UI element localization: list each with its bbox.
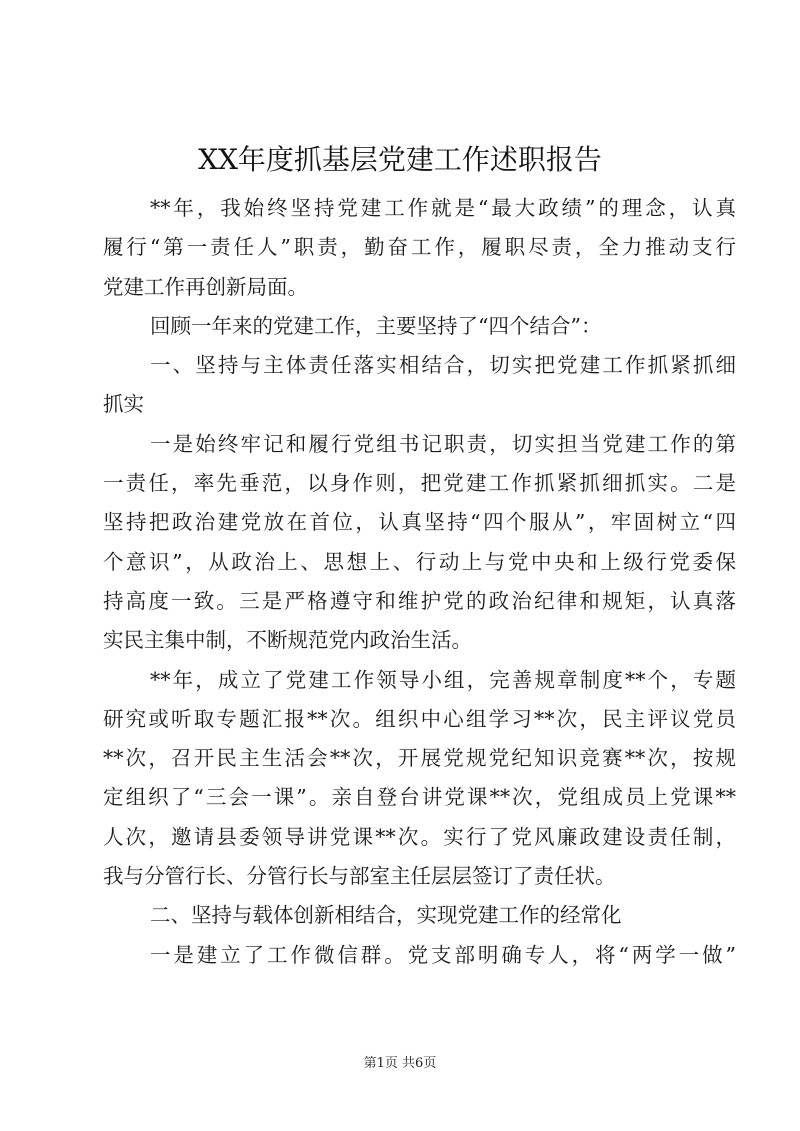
section-heading: 一、坚持与主体责任落实相结合，切实把党建工作抓紧抓细: [150, 353, 736, 378]
text-line: 一是始终牢记和履行党组书记职责，切实担当党建工作的第: [150, 431, 736, 456]
document-title: XX年度抓基层党建工作述职报告: [198, 143, 602, 176]
document-body: [103, 189, 736, 975]
text-line: 人次，邀请县委领导讲党课**次。实行了党风廉政建设责任制，: [103, 824, 736, 849]
text-line: 持高度一致。三是严格遵守和维护党的政治纪律和规矩，认真落: [103, 588, 736, 613]
text-line: 一责任，率先垂范，以身作则，把党建工作抓紧抓细抓实。二是: [103, 471, 736, 496]
text-line: 一是建立了工作微信群。党支部明确专人，将“两学一做”: [150, 942, 736, 967]
text-line: **年，我始终坚持党建工作就是“最大政绩”的理念，认真: [150, 196, 736, 220]
text-line: 我与分管行长、分管行长与部室主任层层签订了责任状。: [103, 864, 616, 889]
text-line: **年，成立了党建工作领导小组，完善规章制度**个，专题: [150, 667, 736, 692]
text-line: 实民主集中制，不断规范党内政治生活。: [103, 628, 472, 653]
text-line: 回顾一年来的党建工作，主要坚持了“四个结合”：: [150, 313, 602, 338]
text-line: 履行“第一责任人”职责，勤奋工作，履职尽责，全力推动支行: [103, 235, 736, 260]
text-line: 坚持把政治建党放在首位，认真坚持“四个服从”，牢固树立“四: [103, 510, 736, 535]
text-line: 研究或听取专题汇报**次。组织中心组学习**次，民主评议党员: [103, 706, 736, 731]
text-line: **次，召开民主生活会**次，开展党规党纪知识竞赛**次，按规: [103, 746, 736, 771]
text-line: 党建工作再创新局面。: [103, 274, 308, 299]
page-number: 第1页 共6页: [363, 1056, 437, 1071]
text-line: 定组织了“三会一课”。亲自登台讲党课**次，党组成员上党课**: [103, 785, 736, 810]
section-heading: 抓实: [103, 392, 144, 417]
text-line: 个意识”，从政治上、思想上、行动上与党中央和上级行党委保: [103, 549, 736, 574]
section-heading: 二、坚持与载体创新相结合，实现党建工作的经常化: [150, 903, 622, 928]
